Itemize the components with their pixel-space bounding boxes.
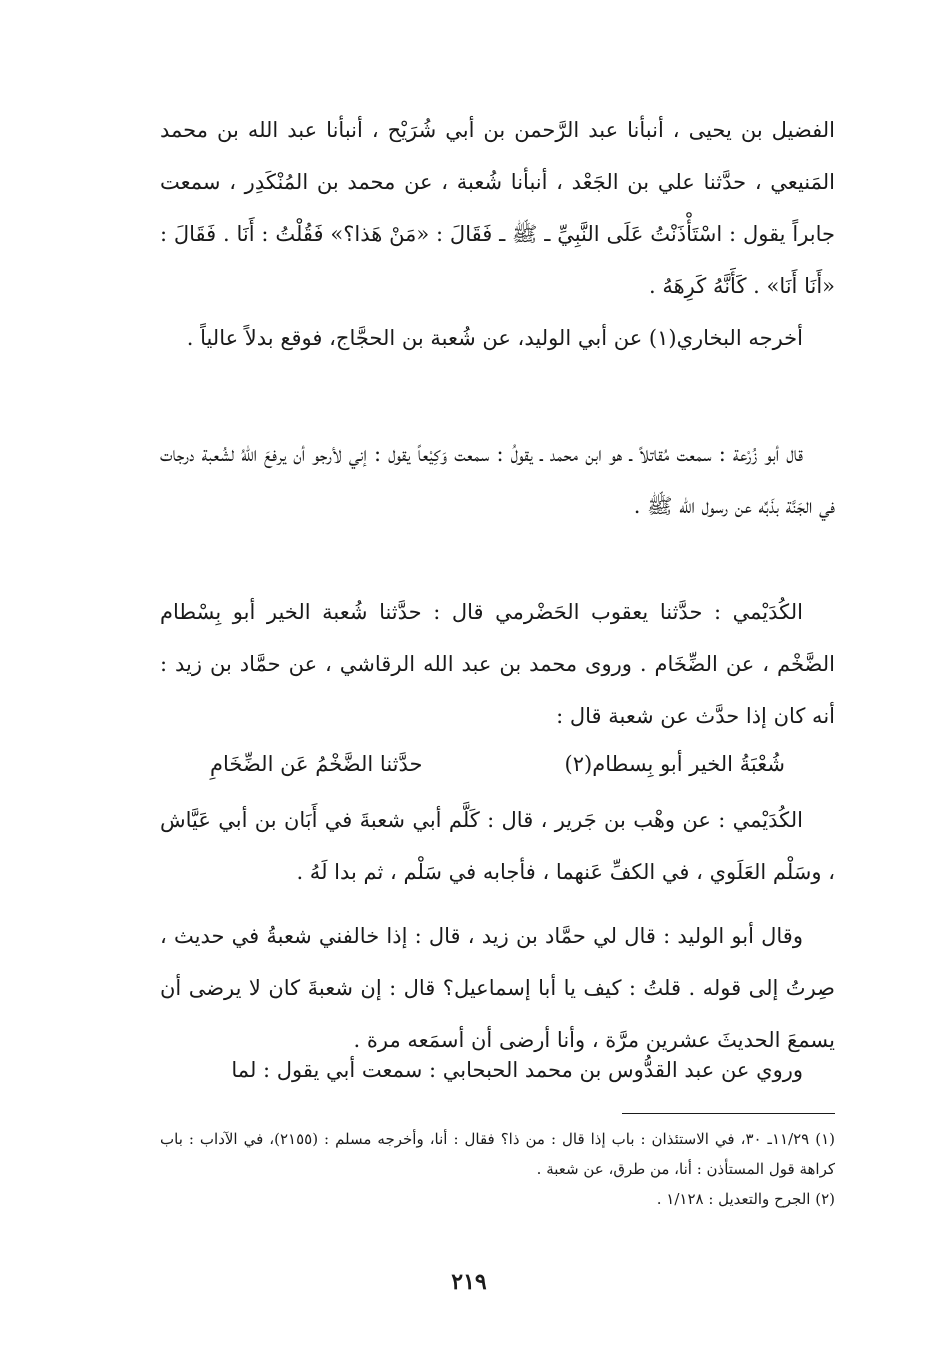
- verse-left-hemistich: حدَّثنا الضَّخْمُ عَن الضِّخَامِ: [210, 752, 423, 776]
- paragraph-isnad-fudail: الفضيل بن يحيى ، أنبأنا عبد الرَّحمن بن أبي شُرَيْح ، أنبأنا عبد الله بن محمد المَنيعي ، حدَّثنا علي بن الجَعْد ، أنبأنا شُعبة ، عن محمد بن المُنْكَدِر ، سمعت جابراً يقول : اسْتَأْذَنْتُ عَلَى النَّبِيِّ ـ ﷺ ـ فَقَالَ : «مَنْ هَذا؟» فَقُلْتُ : أَنَا . فَقَالَ : «أَنَا أَنَا» . كَأَنَّهُ كَرِهَهُ .: [160, 118, 835, 298]
- verse-right-hemistich: شُعْبَةُ الخير أبو بِسطام(٢): [564, 752, 785, 776]
- paragraph-abd-al-quddus: وروي عن عبد القدُّوس بن محمد الحبحابي : سمعت أبي يقول : لما: [231, 1058, 803, 1082]
- footnote-2: (٢) الجرح والتعديل : ١/١٢٨ .: [656, 1190, 835, 1208]
- footnote-divider: [622, 1113, 835, 1114]
- paragraph-kudaymi-hadrami: الكُدَيْمي : حدَّثنا يعقوب الحَضْرمي قال : حدَّثنا شُعبة الخير أبو بِسْطام الضَّخْم ، عن الضِّخَام . وروى محمد بن عبد الله الرقاشي ، عن حمَّاد بن زيد : أنه كان إذا حدَّث عن شعبة قال :: [160, 600, 835, 728]
- page-number: ٢١٩: [451, 1269, 487, 1295]
- footnote-1: (١) ١١/٢٩ـ ٣٠، في الاستئذان : باب إذا قال : من ذا؟ فقال : أنا، وأخرجه مسلم : (٢١٥٥)، في الآداب : باب كراهة قول المستأذن : أنا، من طرق، عن شعبة .: [160, 1130, 835, 1178]
- poetry-verse: [210, 738, 785, 790]
- footnotes-section: [160, 1124, 835, 1214]
- paragraph-abu-al-walid: وقال أبو الوليد : قال لي حمَّاد بن زيد ، قال : إذا خالفني شعبةُ في حديث ، صِرتُ إلى قوله . قلتُ : كيف يا أبا إسماعيل؟ قال : إن شعبةَ كان لا يرضى أن يسمعَ الحديثَ عشرين مرَّة ، وأنا أرضى أن أسمَعه مرة .: [160, 924, 835, 1052]
- paragraph-bukhari-takhrij: أخرجه البخاري(١) عن أبي الوليد، عن شُعبة بن الحجَّاج، فوقع بدلاً عالياً .: [186, 326, 803, 350]
- paragraph-abu-zura: قال أبو زُرْعة : سمعت مُقاتلاً ـ هو ابن محمد ـ يقولُ : سمعت وَكِيْعاً يقول : إني لأرجو أن يرفعَ اللهُ لشُعبة درجات في الجَنَّة بذَبِّه عن رسول الله ﷺ .: [160, 442, 835, 518]
- paragraph-kudaymi-wahb: الكُدَيْمي : عن وهْب بن جَرير ، قال : كَلَّم أبي شعبةَ في أَبَان بن أبي عَيَّاش ، وسَلْم العَلَوي ، في الكفِّ عَنهما ، فأجابه في سَلْم ، ثم بدا لَهُ .: [160, 808, 835, 884]
